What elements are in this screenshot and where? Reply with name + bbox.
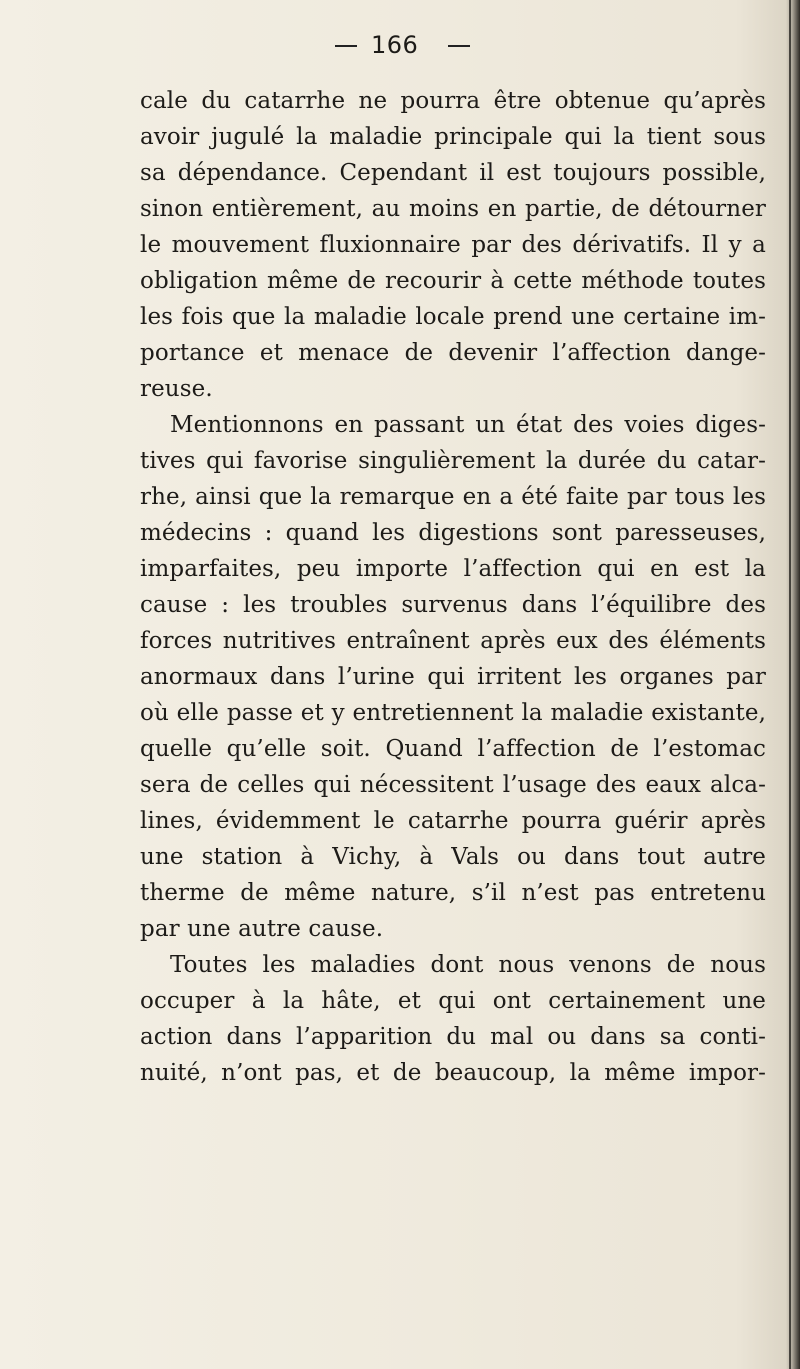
- text-line: le mouvement fluxionnaire par des dérivatifs. Il y a: [140, 232, 766, 258]
- text-line: par une autre cause.: [140, 916, 384, 942]
- text-line: action dans l’apparition du mal ou dans sa conti-: [140, 1024, 766, 1050]
- text-line: médecins : quand les digestions sont paresseuses,: [140, 520, 766, 546]
- text-line: avoir jugulé la maladie principale qui la tient sous: [140, 124, 766, 150]
- text-line: les fois que la maladie locale prend une certaine im-: [140, 304, 766, 330]
- page-edge-line: [789, 0, 791, 1369]
- text-line: imparfaites, peu importe l’affection qui en est la: [140, 556, 766, 582]
- text-line: occuper à la hâte, et qui ont certainement une: [140, 988, 766, 1014]
- text-line: obligation même de recourir à cette méthode toutes: [140, 268, 766, 294]
- text-line: sinon entièrement, au moins en partie, de détourner: [140, 196, 766, 222]
- text-line: cale du catarrhe ne pourra être obtenue qu’après: [140, 88, 766, 114]
- paragraph-first-line: Toutes les maladies dont nous venons de nous: [170, 952, 766, 978]
- text-line: quelle qu’elle soit. Quand l’affection de l’estomac: [140, 736, 766, 762]
- text-line: rhe, ainsi que la remarque en a été faite par tous les: [140, 484, 766, 510]
- text-line: anormaux dans l’urine qui irritent les organes par: [140, 664, 766, 690]
- text-line: forces nutritives entraînent après eux des éléments: [140, 628, 766, 654]
- text-line: cause : les troubles survenus dans l’équilibre des: [140, 592, 766, 618]
- text-line: portance et menace de devenir l’affection dange-: [140, 340, 766, 366]
- text-line: sera de celles qui nécessitent l’usage des eaux alca-: [140, 772, 766, 798]
- text-line: où elle passe et y entretiennent la maladie existante,: [140, 700, 766, 726]
- header-dash-right: [448, 45, 470, 47]
- text-line: une station à Vichy, à Vals ou dans tout autre: [140, 844, 766, 870]
- text-line: nuité, n’ont pas, et de beaucoup, la même impor-: [140, 1060, 766, 1086]
- text-line: lines, évidemment le catarrhe pourra guérir après: [140, 808, 766, 834]
- text-line: sa dépendance. Cependant il est toujours possible,: [140, 160, 766, 186]
- text-line: reuse.: [140, 376, 213, 402]
- page-header: [0, 26, 800, 64]
- text-line: tives qui favorise singulièrement la durée du catar-: [140, 448, 766, 474]
- text-line: therme de même nature, s’il n’est pas entretenu: [140, 880, 766, 906]
- page-number: 166: [371, 31, 419, 59]
- paragraph-first-line: Mentionnons en passant un état des voies diges-: [170, 412, 766, 438]
- header-dash-left: [335, 45, 357, 47]
